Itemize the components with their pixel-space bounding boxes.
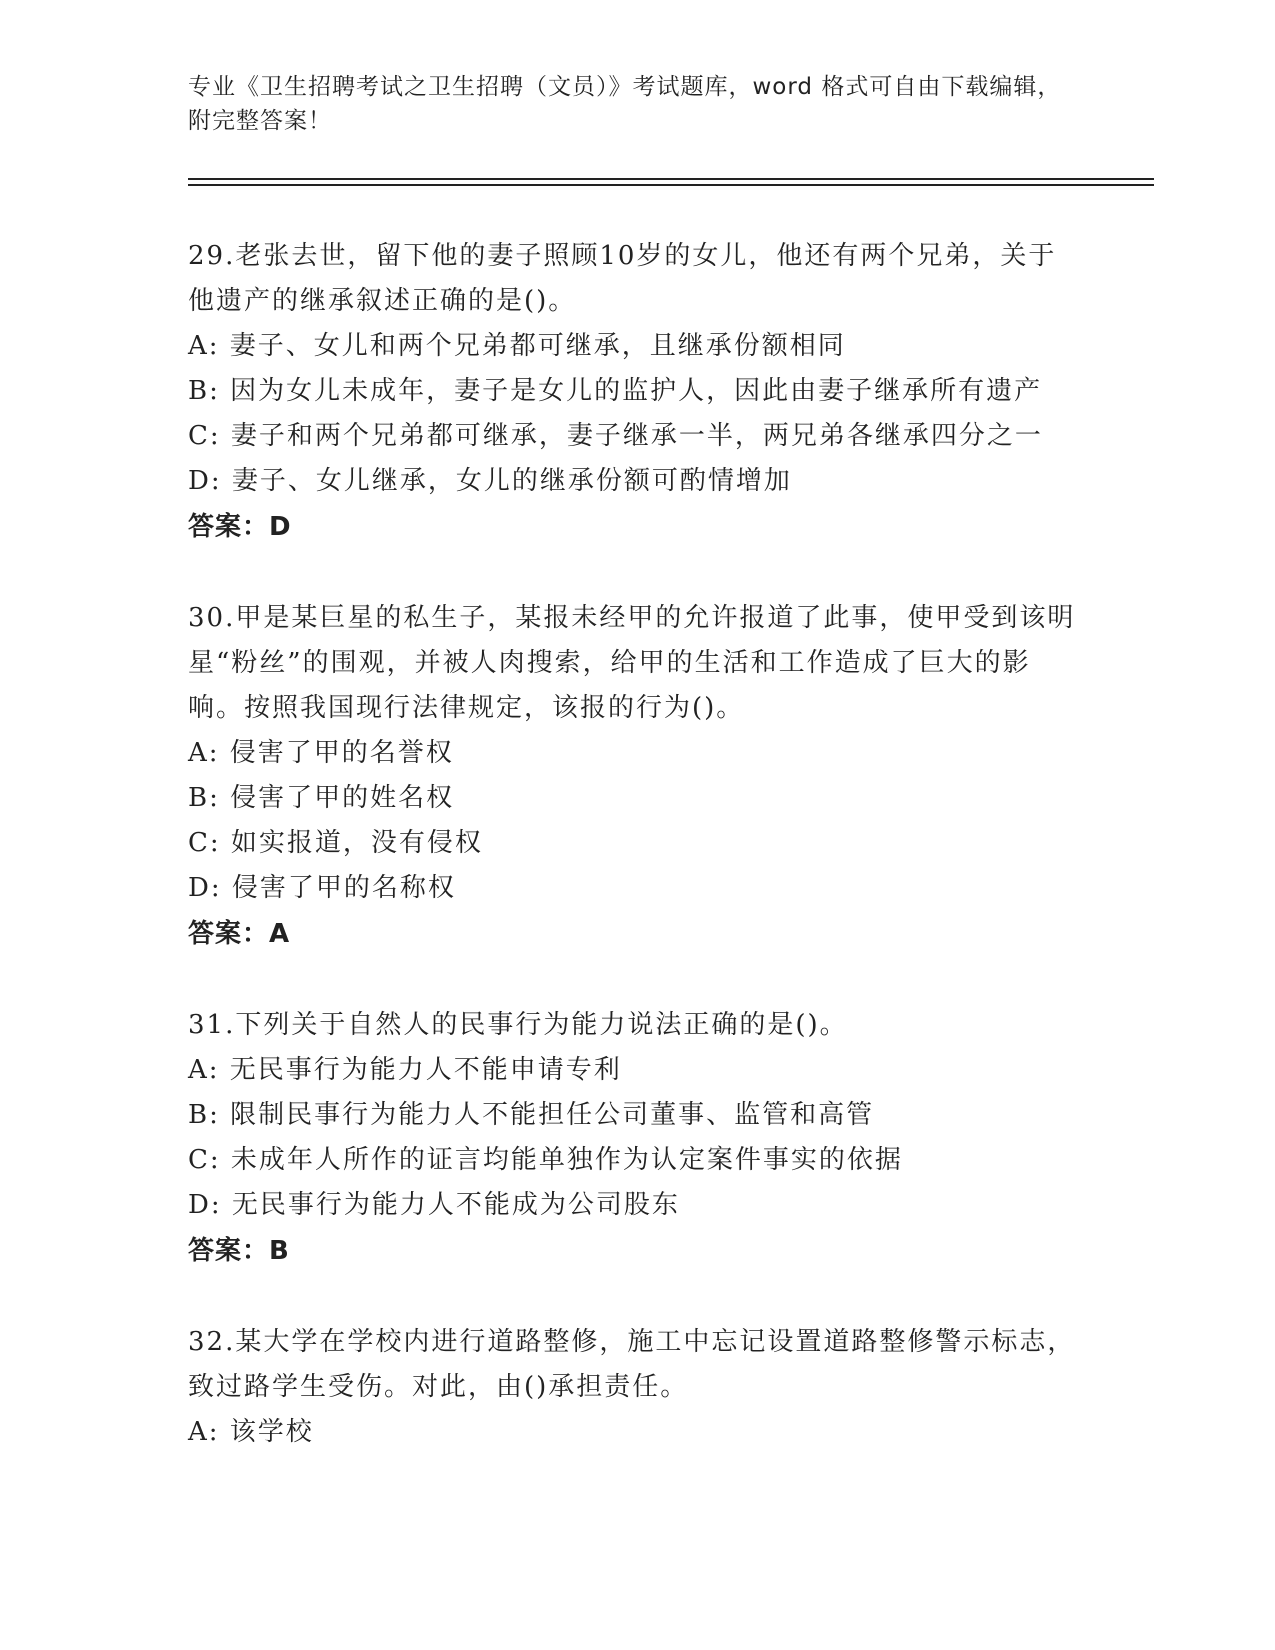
option-a: A: 无民事行为能力人不能申请专利 bbox=[188, 1055, 622, 1085]
header-divider-bottom bbox=[188, 184, 1154, 186]
question-30 bbox=[188, 596, 1078, 957]
option-d: D: 无民事行为能力人不能成为公司股东 bbox=[188, 1190, 680, 1220]
option-b: B: 限制民事行为能力人不能担任公司董事、监管和高管 bbox=[188, 1100, 875, 1130]
answer: 答案：D bbox=[188, 512, 292, 542]
question-stem: 30.甲是某巨星的私生子，某报未经甲的允许报道了此事，使甲受到该明星“粉丝”的围观，并被人肉搜索，给甲的生活和工作造成了巨大的影响。按照我国现行法律规定，该报的行为()。 bbox=[188, 603, 1076, 723]
option-c: C: 未成年人所作的证言均能单独作为认定案件事实的依据 bbox=[188, 1145, 903, 1175]
question-list bbox=[188, 234, 1078, 1501]
option-b: B: 因为女儿未成年，妻子是女儿的监护人，因此由妻子继承所有遗产 bbox=[188, 376, 1043, 406]
answer: 答案：B bbox=[188, 1236, 290, 1266]
option-a: A: 妻子、女儿和两个兄弟都可继承，且继承份额相同 bbox=[188, 331, 846, 361]
option-c: C: 妻子和两个兄弟都可继承，妻子继承一半，两兄弟各继承四分之一 bbox=[188, 421, 1043, 451]
option-c: C: 如实报道，没有侵权 bbox=[188, 828, 483, 858]
document-header: 专业《卫生招聘考试之卫生招聘（文员）》考试题库，word 格式可自由下载编辑，附完整答案！ bbox=[188, 74, 1062, 134]
question-stem: 31.下列关于自然人的民事行为能力说法正确的是()。 bbox=[188, 1010, 848, 1040]
option-a: A: 该学校 bbox=[188, 1417, 314, 1447]
question-stem: 29.老张去世，留下他的妻子照顾10岁的女儿，他还有两个兄弟，关于他遗产的继承叙述正确的是()。 bbox=[188, 241, 1057, 316]
option-d: D: 妻子、女儿继承，女儿的继承份额可酌情增加 bbox=[188, 466, 792, 496]
question-stem: 32.某大学在学校内进行道路整修，施工中忘记设置道路整修警示标志，致过路学生受伤。对此，由()承担责任。 bbox=[188, 1327, 1076, 1402]
header-divider-top bbox=[188, 178, 1154, 180]
question-32 bbox=[188, 1320, 1078, 1455]
question-29 bbox=[188, 234, 1078, 550]
question-31 bbox=[188, 1003, 1078, 1274]
option-a: A: 侵害了甲的名誉权 bbox=[188, 738, 454, 768]
answer: 答案：A bbox=[188, 919, 291, 949]
option-b: B: 侵害了甲的姓名权 bbox=[188, 783, 455, 813]
option-d: D: 侵害了甲的名称权 bbox=[188, 873, 456, 903]
